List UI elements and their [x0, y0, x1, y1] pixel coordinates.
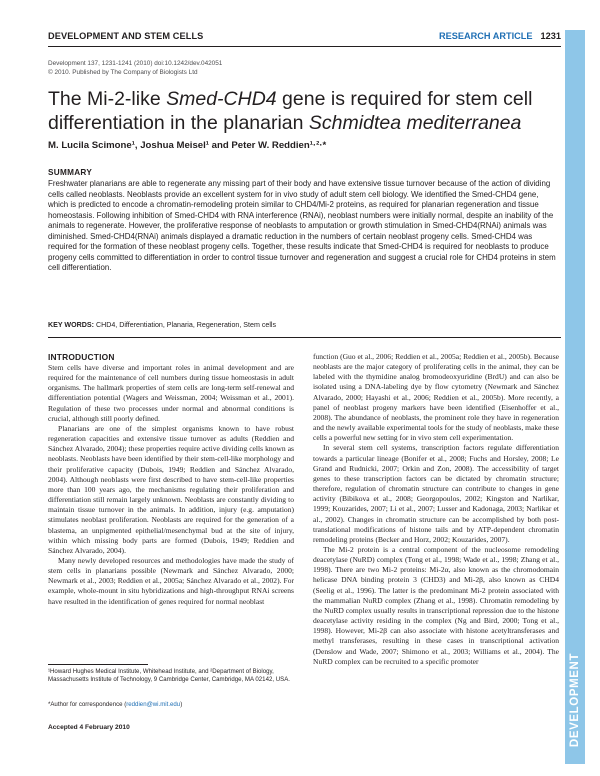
- citation-meta: [48, 59, 222, 77]
- footnote-rule: [48, 664, 148, 665]
- introduction-heading: INTRODUCTION: [48, 352, 115, 362]
- summary-text: Freshwater planarians are able to regenerate any missing part of their body and have extensive tissue turnover because of the action of dividing cells called neoblasts. Neoblasts provide an excellent system for in vivo study of adult stem cell biology. We identified the Smed-CHD4 gene, which is predicted to encode a chromatin-remodeling protein similar to CHD4/Mi-2 proteins, as required for planarian regeneration and tissue homeostasis. Following inhibition of Smed-CHD4 with RNA interference (RNAi), neoblast numbers were initially normal, despite an inability of the animals to regenerate. However, the proliferative response of neoblasts to amputation or growth stimulation in Smed-CHD4(RNAi) animals was diminished. Smed-CHD4(RNAi) animals displayed a dramatic reduction in the numbers of certain neoblast progeny cells. Smed-CHD4 was required for the formation of these neoblast progeny cells. Together, these results indicate that Smed-CHD4 is required for neoblasts to produce progeny cells committed to differentiation in order to control tissue turnover and regeneration and suggest a crucial role for CHD4 proteins in stem cell differentiation.: [48, 179, 556, 273]
- citation: Development 137, 1231-1241 (2010) doi:10.1242/dev.042051: [48, 60, 223, 67]
- header-right: [439, 31, 561, 41]
- author-list: M. Lucila Scimone¹, Joshua Meisel¹ and Peter W. Reddien¹·²·*: [48, 140, 327, 151]
- paragraph: function (Guo et al., 2006; Reddien et al., 2005a; Reddien et al., 2005b). Because neoblasts are the major category of proliferating cells in the animal, they can be labeled with the thymidine analog bromodeoxyuridine (BrdU) and can also be isolated using a DNA-labeling dye by flow cytometry (Newmark and Sánchez Alvarado, 2000; Hayashi et al., 2006; Reddien et al., 2005b). More recently, a panel of neoblast progeny markers have been identified (Eisenhoffer et al., 2008). The abundance of neoblasts, the prominent role they have in regeneration and the newly available experimental tools for the study of neoblasts, make these cells a powerful new setting for in vivo stem cell experimentation.: [313, 352, 559, 443]
- summary-heading: SUMMARY: [48, 168, 93, 177]
- keywords: [48, 321, 276, 329]
- accepted-date: Accepted 4 February 2010: [48, 724, 130, 731]
- body-column-right: [313, 352, 559, 667]
- keywords-text: CHD4, Differentiation, Planaria, Regeneration, Stem cells: [95, 321, 277, 329]
- paragraph: The Mi-2 protein is a central component of the nucleosome remodeling deacetylase (NuRD) complex (Tong et al., 1998; Wade et al., 1998; Zhang et al., 1998). There are two Mi-2 proteins: Mi-2α, also known as the chromodomain helicase DNA binding protein 3 (CHD3) and Mi-2β, also known as CHD4 (Seelig et al., 1996). The latter is the predominant Mi-2 protein associated with the mammalian NuRD complex (Zhang et al., 1998). Chromatin remodeling by the NuRD complex usually results in transcriptional repression due to the histone deacetylase activity residing in the complex (Ng and Bird, 2000; Tong et al., 1998). However, Mi-2β can also associate with histone acetyltransferases and methyl transferases, resulting in these cases in transcriptional activation (Denslow and Wade, 2007; Shimono et al., 2003; Williams et al., 2004). The NuRD complex can be recruited to a specific promoter: [313, 544, 559, 666]
- copyright: © 2010. Published by The Company of Biologists Ltd: [48, 69, 198, 76]
- keywords-rule: [48, 337, 561, 338]
- keywords-label: KEY WORDS:: [48, 321, 94, 329]
- article-type: RESEARCH ARTICLE: [438, 31, 533, 41]
- paragraph: Stem cells have diverse and important roles in animal development and are required for the maintenance of cell numbers during tissue homeostasis in adult organisms. The hallmark properties of stem cells are long-term self-renewal and differentiation potential (Wagers and Weissman, 2004; Weissman et al., 2001). Regulation of these two processes under normal and abnormal conditions is crucial, although still poorly defined.: [48, 363, 294, 423]
- correspondence-end: ): [180, 701, 183, 708]
- paragraph: Planarians are one of the simplest organisms known to have robust regeneration capacities and extensive tissue turnover as adults (Reddien and Sánchez Alvarado, 2004); these properties require active dividing cells known as neoblasts. Neoblasts have been identified by their stem-cell-like morphology and their proliferative capacity (Dubois, 1949; Reddien and Sánchez Alvarado, 2004). Although neoblasts were first described to have stem-cell-like properties more than 100 years ago, the mechanisms regulating their proliferation and differentiation still remain largely unknown. Neoblasts are constantly dividing to maintain tissue turnover in the animals. In addition, injury (e.g. amputation) stimulates neoblast proliferation. Neoblasts are required for the generation of a blastema, an unpigmented epithelial/mesenchymal bud at the site of injury, within which missing body parts are formed (Dubois, 1949; Reddien and Sánchez Alvarado, 2004).: [48, 423, 294, 555]
- title-gene: Smed-CHD4: [166, 88, 277, 110]
- body-column-left: [48, 352, 294, 607]
- title-species: Schmidtea mediterranea: [308, 111, 522, 134]
- page-number: 1231: [540, 31, 561, 41]
- correspondence-label: *Author for correspondence (: [48, 701, 127, 708]
- paragraph: Many newly developed resources and methodologies have made the study of stem cells in planarians possible (Newmark and Sánchez Alvarado, 2000; Newmark et al., 2003; Reddien et al., 2005a; Sánchez Alvarado et al., 2002). For example, whole-mount in situ hybridizations and high-throughput RNAi screens have resulted in the identification of genes required for normal neoblast: [48, 555, 294, 606]
- sidebar-label-box: [565, 644, 585, 756]
- running-header: [48, 31, 561, 43]
- header-rule: [48, 46, 561, 47]
- title-part: gene is required for stem cell differentiation in the planarian: [48, 88, 533, 134]
- article-title: [48, 88, 558, 135]
- paragraph: In several stem cell systems, transcription factors regulate differentiation towards a particular lineage (Bonifer et al., 2008; Fuchs and Horsley, 2008; Le Grand and Rudnicki, 2007; Orkin and Zon, 2008). The accessibility of target genes to these transcription factors can be dictated by chromatin structure; therefore, regulation of chromatin structure can contribute to changes in gene activity (Bibikova et al., 2008; Georgopoulos, 2002; Kingston and Narlikar, 1999; Kouzarides, 2007; Li et al., 2007; Lusser and Kadonaga, 2003; Narlikar et al., 2002). Changes in chromatin structure can be accomplished by both post-translational modifications of histone tails and by ATP-dependent chromatin remodeling proteins (Becker and Horz, 2002; Kouzarides, 2007).: [313, 443, 559, 544]
- author-email-link[interactable]: reddien@wi.mit.edu: [126, 701, 181, 708]
- title-part: The Mi-2-like: [48, 88, 167, 110]
- correspondence-note: [48, 701, 182, 708]
- journal-section: DEVELOPMENT AND STEM CELLS: [48, 31, 204, 41]
- sidebar-label: DEVELOPMENT: [569, 652, 581, 748]
- affiliation-footnote: ¹Howard Hughes Medical Institute, Whitehead Institute, and ²Department of Biology, Massachusetts Institute of Technology, 9 Cambridge Center, Cambridge, MA 02142, USA.: [48, 668, 290, 684]
